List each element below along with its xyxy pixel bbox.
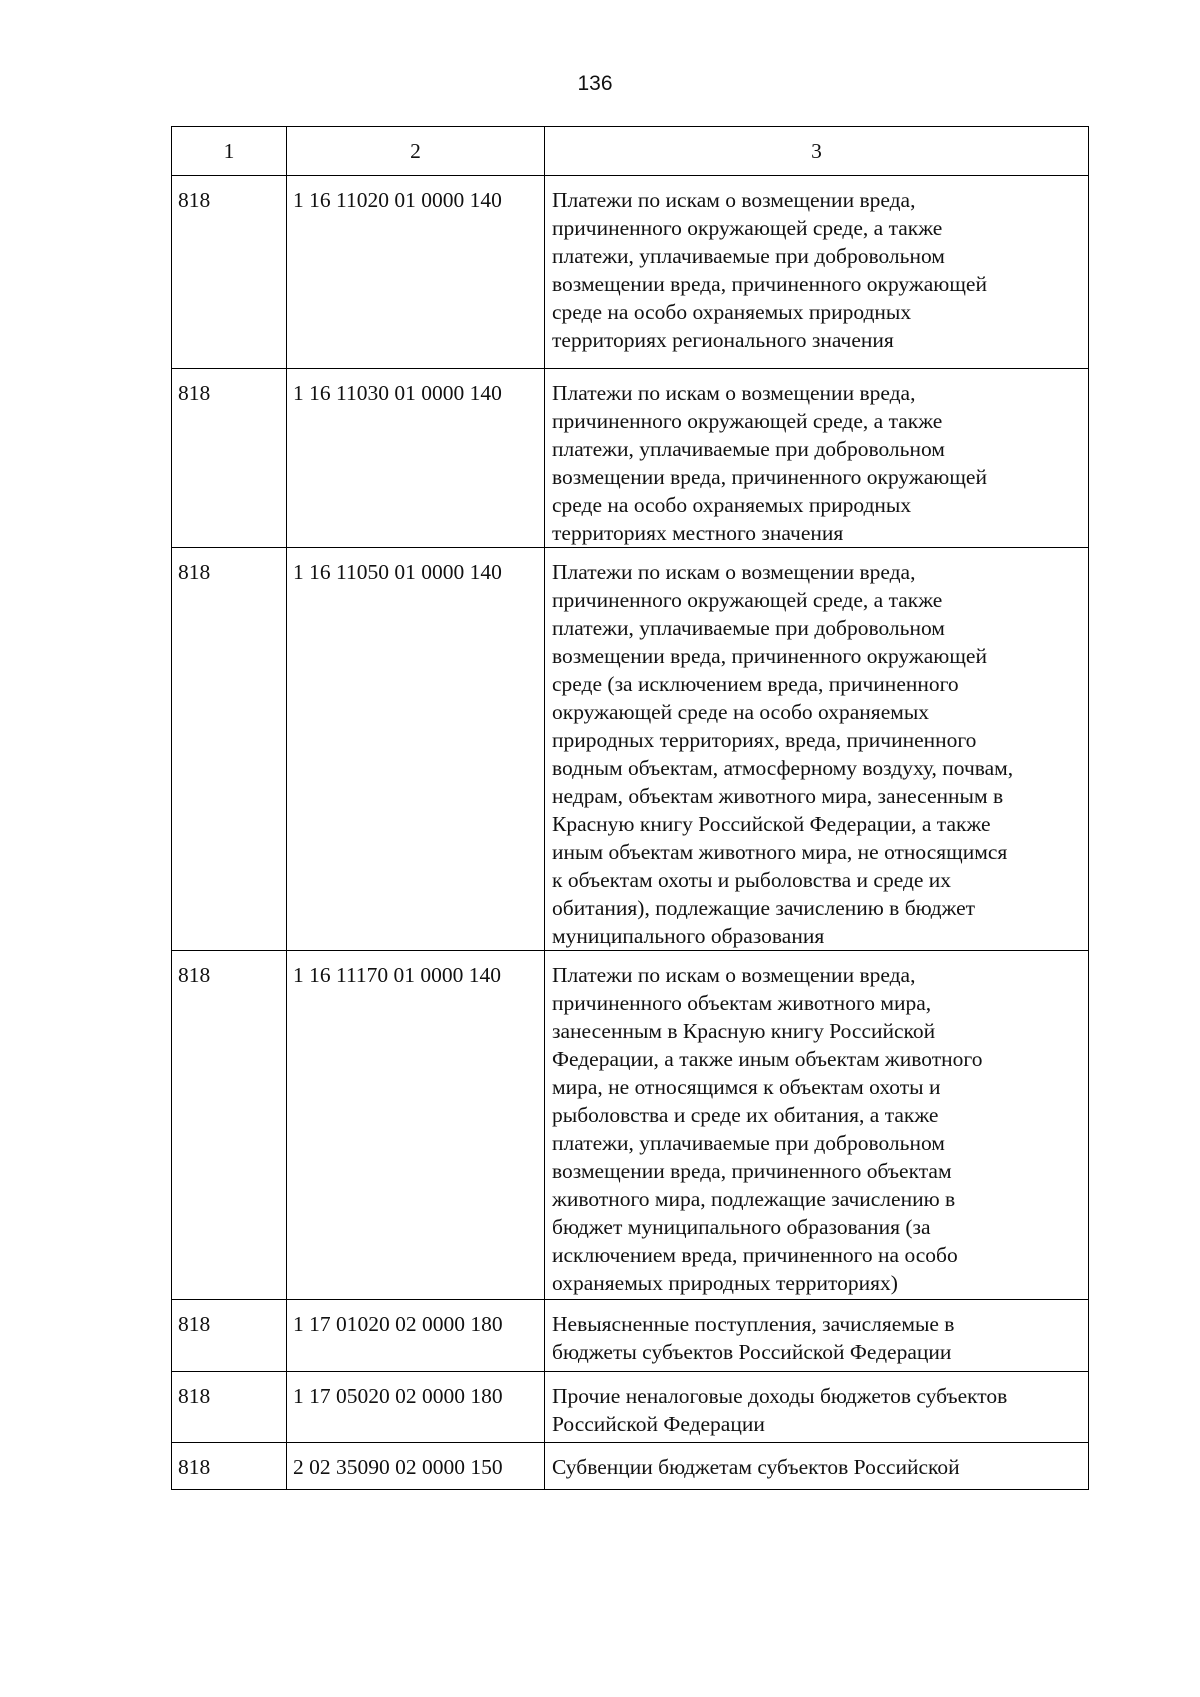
description-cell	[545, 369, 1089, 548]
description-line: к объектам охоты и рыболовства и среде их	[552, 868, 952, 892]
table-row	[172, 951, 1089, 1300]
description-line: территориях местного значения	[552, 521, 844, 545]
header-row	[172, 127, 1089, 176]
budget-code-cell: 1 16 11020 01 0000 140	[287, 176, 545, 369]
description-line: платежи, уплачиваемые при добровольном	[552, 1131, 945, 1155]
description-line: причиненного окружающей среде, а также	[552, 588, 943, 612]
table-row	[172, 548, 1089, 951]
table-row	[172, 369, 1089, 548]
description-cell	[545, 951, 1089, 1300]
description-line: исключением вреда, причиненного на особо	[552, 1243, 958, 1267]
description-line: бюджет муниципального образования (за	[552, 1215, 931, 1239]
table-body	[172, 176, 1089, 1490]
description-line: недрам, объектам животного мира, занесенным в	[552, 784, 1004, 808]
description-line: Платежи по искам о возмещении вреда,	[552, 963, 916, 987]
budget-code-cell: 1 17 05020 02 0000 180	[287, 1372, 545, 1443]
page-number: 136	[577, 72, 613, 95]
admin-code-cell: 818	[172, 1300, 287, 1372]
description-line: занесенным в Красную книгу Российской	[552, 1019, 936, 1043]
header-col-2: 2	[287, 127, 545, 176]
admin-code-cell: 818	[172, 1443, 287, 1490]
header-col-1: 1	[172, 127, 287, 176]
description-line: иным объектам животного мира, не относящимся	[552, 840, 1008, 864]
description-line: Красную книгу Российской Федерации, а также	[552, 812, 991, 836]
description-line: Российской Федерации	[552, 1412, 765, 1436]
description-line: среде на особо охраняемых природных	[552, 300, 912, 324]
description-line: причиненного окружающей среде, а также	[552, 216, 943, 240]
header-col-3: 3	[545, 127, 1089, 176]
admin-code-cell: 818	[172, 548, 287, 951]
budget-codes-table	[171, 126, 1089, 1490]
description-line: Невыясненные поступления, зачисляемые в	[552, 1312, 955, 1336]
description-cell	[545, 1443, 1089, 1490]
description-line: Федерации, а также иным объектам животного	[552, 1047, 983, 1071]
description-cell	[545, 548, 1089, 951]
admin-code-cell: 818	[172, 951, 287, 1300]
table-header	[172, 127, 1089, 176]
table-row	[172, 1372, 1089, 1443]
description-line: возмещении вреда, причиненного окружающей	[552, 644, 987, 668]
budget-code-cell: 2 02 35090 02 0000 150	[287, 1443, 545, 1490]
table-row	[172, 1300, 1089, 1372]
description-line: территориях регионального значения	[552, 328, 894, 352]
description-line: Субвенции бюджетам субъектов Российской	[552, 1455, 960, 1479]
description-line: окружающей среде на особо охраняемых	[552, 700, 930, 724]
description-line: Платежи по искам о возмещении вреда,	[552, 560, 916, 584]
admin-code-cell: 818	[172, 1372, 287, 1443]
description-line: животного мира, подлежащие зачислению в	[552, 1187, 956, 1211]
description-line: Платежи по искам о возмещении вреда,	[552, 381, 916, 405]
budget-code-cell: 1 17 01020 02 0000 180	[287, 1300, 545, 1372]
description-line: Платежи по искам о возмещении вреда,	[552, 188, 916, 212]
admin-code-cell: 818	[172, 369, 287, 548]
description-line: мира, не относящимся к объектам охоты и	[552, 1075, 941, 1099]
budget-code-cell: 1 16 11050 01 0000 140	[287, 548, 545, 951]
budget-code-cell: 1 16 11170 01 0000 140	[287, 951, 545, 1300]
description-line: рыболовства и среде их обитания, а также	[552, 1103, 939, 1127]
description-line: Прочие неналоговые доходы бюджетов субъектов	[552, 1384, 1008, 1408]
table-row	[172, 176, 1089, 369]
admin-code-cell: 818	[172, 176, 287, 369]
description-line: платежи, уплачиваемые при добровольном	[552, 244, 945, 268]
description-cell	[545, 1300, 1089, 1372]
description-cell	[545, 1372, 1089, 1443]
description-line: обитания), подлежащие зачислению в бюджет	[552, 896, 976, 920]
description-line: среде (за исключением вреда, причиненного	[552, 672, 959, 696]
description-line: природных территориях, вреда, причиненного	[552, 728, 977, 752]
budget-code-cell: 1 16 11030 01 0000 140	[287, 369, 545, 548]
description-line: муниципального образования	[552, 924, 825, 948]
description-line: бюджеты субъектов Российской Федерации	[552, 1340, 952, 1364]
description-line: среде на особо охраняемых природных	[552, 493, 912, 517]
description-line: причиненного объектам животного мира,	[552, 991, 932, 1015]
description-line: возмещении вреда, причиненного окружающей	[552, 272, 987, 296]
table-row	[172, 1443, 1089, 1490]
description-line: платежи, уплачиваемые при добровольном	[552, 437, 945, 461]
description-cell	[545, 176, 1089, 369]
description-line: возмещении вреда, причиненного объектам	[552, 1159, 952, 1183]
description-line: охраняемых природных территориях)	[552, 1271, 898, 1295]
description-line: причиненного окружающей среде, а также	[552, 409, 943, 433]
description-line: водным объектам, атмосферному воздуху, почвам,	[552, 756, 1014, 780]
description-line: возмещении вреда, причиненного окружающей	[552, 465, 987, 489]
description-line: платежи, уплачиваемые при добровольном	[552, 616, 945, 640]
